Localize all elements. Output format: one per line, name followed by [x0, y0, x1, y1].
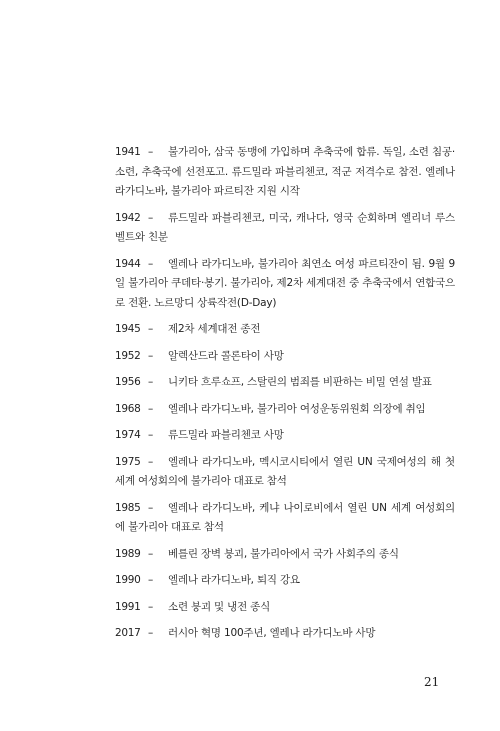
entry-dash: – [148, 455, 154, 468]
entry-text: 제2차 세계대전 종전 [168, 323, 261, 335]
timeline-entry [115, 255, 455, 314]
timeline-entry [115, 624, 455, 644]
entry-text: 엘레나 라가디노바, 멕시코시티에서 열린 UN 국제여성의 해 첫 세계 여성회의에 불가리아 대표로 참석 [115, 455, 455, 487]
entry-year: 1991 [115, 600, 141, 613]
entry-text: 알렉산드라 콜론타이 사망 [168, 349, 284, 362]
entry-dash: – [148, 547, 154, 560]
entry-dash: – [148, 257, 154, 270]
entry-year: 2017 [115, 627, 141, 639]
entry-dash: – [148, 429, 154, 441]
entry-dash: – [148, 349, 154, 362]
entry-text: 니키타 흐루쇼프, 스탈린의 범죄를 비판하는 비밀 연설 발표 [168, 376, 432, 388]
entry-dash: – [148, 501, 154, 514]
page-number: 21 [424, 675, 440, 689]
entry-year: 1974 [115, 429, 141, 441]
entry-year: 1952 [115, 349, 141, 362]
timeline-entry [115, 499, 455, 538]
entry-year: 1945 [115, 323, 141, 335]
entry-text: 베를린 장벽 붕괴, 불가리아에서 국가 사회주의 종식 [168, 547, 399, 560]
entry-dash: – [148, 146, 154, 158]
entry-text: 엘레나 라가디노바, 불가리아 최연소 여성 파르티잔이 됨. 9월 9일 불가리아 쿠데타·봉기. 불가리아, 제2차 세계대전 중 추축국에서 연합국으로 전환. 노르망디 상륙작전(D-Day) [115, 257, 455, 309]
entry-text: 소련 붕괴 및 냉전 종식 [168, 600, 271, 613]
entry-text: 엘레나 라가디노바, 불가리아 여성운동위원회 의장에 취임 [168, 402, 426, 415]
entry-year: 1944 [115, 257, 141, 270]
timeline-entry [115, 373, 455, 393]
timeline-entry [115, 320, 455, 340]
entry-text: 류드밀라 파블리첸코 사망 [168, 429, 284, 441]
entry-dash: – [148, 627, 154, 639]
entry-dash: – [148, 574, 154, 586]
entry-dash: – [148, 600, 154, 613]
timeline-entry [115, 545, 455, 565]
entry-year: 1989 [115, 547, 141, 560]
timeline-list [115, 143, 455, 651]
timeline-entry [115, 598, 455, 618]
entry-text: 엘레나 라가디노바, 케냐 나이로비에서 열린 UN 세계 여성회의에 불가리아 대표로 참석 [115, 501, 455, 533]
timeline-entry [115, 426, 455, 446]
entry-text: 러시아 혁명 100주년, 엘레나 라가디노바 사망 [168, 627, 376, 639]
timeline-entry [115, 571, 455, 591]
entry-dash: – [148, 323, 154, 335]
entry-year: 1985 [115, 501, 141, 514]
entry-dash: – [148, 402, 154, 415]
entry-year: 1990 [115, 574, 141, 586]
timeline-entry [115, 347, 455, 367]
entry-year: 1968 [115, 402, 141, 415]
timeline-entry [115, 209, 455, 248]
entry-text: 류드밀라 파블리첸코, 미국, 캐나다, 영국 순회하며 엘리너 루스벨트와 친분 [115, 211, 455, 243]
timeline-entry [115, 453, 455, 492]
entry-year: 1975 [115, 455, 141, 468]
entry-text: 불가리아, 삼국 동맹에 가입하며 추축국에 합류. 독일, 소련 침공·소련, 추축국에 선전포고. 류드밀라 파블리첸코, 적군 저격수로 참전. 엘레나 라가디노바, 불가리아 파르티잔 지원 시작 [115, 146, 455, 197]
entry-year: 1956 [115, 376, 141, 388]
entry-year: 1942 [115, 211, 141, 224]
entry-dash: – [148, 376, 154, 388]
entry-text: 엘레나 라가디노바, 퇴직 강요 [168, 574, 300, 586]
timeline-entry [115, 143, 455, 202]
entry-dash: – [148, 211, 154, 224]
timeline-entry [115, 400, 455, 420]
entry-year: 1941 [115, 146, 141, 158]
